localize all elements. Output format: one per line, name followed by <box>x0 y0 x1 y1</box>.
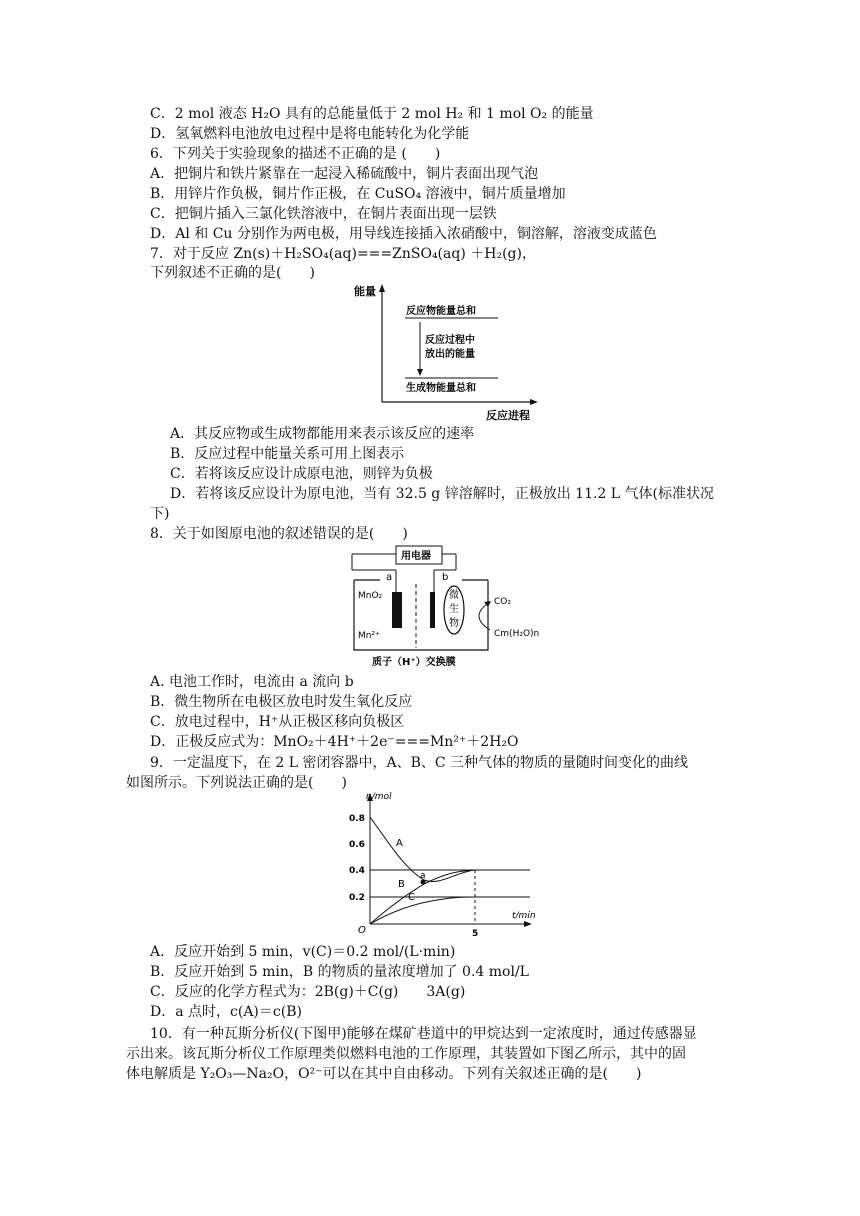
question-10-cont-1: 示出来。该瓦斯分析仪工作原理类似燃料电池的工作原理，其装置如下图乙所示，其中的固 <box>126 1046 686 1062</box>
q8-option-b: B．微生物所在电极区放电时发生氧化反应 <box>150 694 413 710</box>
question-10: 10．有一种瓦斯分析仪(下图甲)能够在煤矿巷道中的甲烷达到一定浓度时，通过传感器显 <box>150 1026 697 1042</box>
q9-option-d: D．a 点时，c(A)＝c(B) <box>150 1004 302 1020</box>
question-9-cont: 如图所示。下列说法正确的是( ) <box>126 775 347 791</box>
y-axis-label: n/mol <box>366 792 392 802</box>
curve-a-label: A <box>396 838 403 849</box>
energy-diagram <box>350 280 540 422</box>
question-7-cont: 下列叙述不正确的是( ) <box>150 265 315 281</box>
q8-option-a: A. 电池工作时，电流由 a 流向 b <box>150 674 354 690</box>
q7-option-d-cont: 下) <box>150 506 170 522</box>
q6-option-d: D．Al 和 Cu 分别作为两电极，用导线连接插入浓硝酸中，铜溶解，溶液变成蓝色 <box>150 226 657 242</box>
energy-x-label: 反应进程 <box>486 409 530 422</box>
q9-option-a: A．反应开始到 5 min，v(C)＝0.2 mol/(L·min) <box>150 944 456 960</box>
q7-option-d: D．若将该反应设计为原电池，当有 32.5 g 锌溶解时，正极放出 11.2 L 气体(标准状况 <box>170 486 714 502</box>
point-a-label: a <box>420 871 426 881</box>
mn2-label: Mn²⁺ <box>358 631 380 641</box>
question-9: 9．一定温度下，在 2 L 密闭容器中，A、B、C 三种气体的物质的量随时间变化的曲线 <box>150 755 689 771</box>
q7-option-b: B．反应过程中能量关系可用上图表示 <box>170 446 405 462</box>
x-axis-label: t/min <box>512 911 536 921</box>
question-10-cont-2: 体电解质是 Y₂O₃—Na₂O，O²⁻可以在其中自由移动。下列有关叙述正确的是( ) <box>126 1066 642 1082</box>
cm-label: Cm(H₂O)n <box>494 629 540 639</box>
origin-label: O <box>358 925 366 936</box>
co2-label: CO₂ <box>494 597 511 607</box>
ytick-06: 0.6 <box>349 840 365 850</box>
microbe-text-3: 物 <box>449 618 459 629</box>
curve-b-label: B <box>398 879 405 890</box>
ytick-04: 0.4 <box>349 866 365 876</box>
terminal-a: a <box>386 572 393 583</box>
mno2-label: MnO₂ <box>358 591 383 601</box>
battery-diagram <box>350 544 560 670</box>
xtick-5: 5 <box>472 929 479 938</box>
products-label: 生成物能量总和 <box>406 383 476 394</box>
curve-c-label: C <box>408 892 415 903</box>
q8-option-d: D．正极反应式为：MnO₂＋4H⁺＋2e⁻===Mn²⁺＋2H₂O <box>150 734 519 750</box>
option-c-energy: C．2 mol 液态 H₂O 具有的总能量低于 2 mol H₂ 和 1 mol O₂ 的能量 <box>150 106 594 122</box>
electrode-a <box>392 592 402 628</box>
ytick-08: 0.8 <box>349 814 365 824</box>
q7-option-c: C．若将该反应设计成原电池，则锌为负极 <box>170 466 433 482</box>
q8-option-c: C．放电过程中，H⁺从正极区移向负极区 <box>150 714 405 730</box>
question-8: 8．关于如图原电池的叙述错误的是( ) <box>150 526 408 542</box>
amount-time-graph <box>344 788 544 938</box>
option-d-fuel-cell: D．氢氧燃料电池放电过程中是将电能转化为化学能 <box>150 126 470 142</box>
microbe-text-1: 微 <box>449 590 459 601</box>
question-6: 6．下列关于实验现象的描述不正确的是 ( ) <box>150 146 441 162</box>
reactants-label: 反应物能量总和 <box>406 306 476 317</box>
membrane-label: 质子（H⁺）交换膜 <box>372 657 456 668</box>
q6-option-a: A．把铜片和铁片紧靠在一起浸入稀硫酸中，铜片表面出现气泡 <box>150 166 539 182</box>
electrode-b <box>430 592 435 628</box>
question-7: 7．对于反应 Zn(s)＋H₂SO₄(aq)===ZnSO₄(aq) ＋H₂(g)， <box>150 246 536 262</box>
terminal-b: b <box>442 572 449 583</box>
q6-option-c: C．把铜片插入三氯化铁溶液中，在铜片表面出现一层铁 <box>150 206 497 222</box>
energy-y-label: 能量 <box>354 285 376 298</box>
ytick-02: 0.2 <box>349 893 365 903</box>
microbe-text-2: 生 <box>449 604 459 615</box>
q7-option-a: A．其反应物或生成物都能用来表示该反应的速率 <box>170 426 475 442</box>
released-label-2: 放出的能量 <box>425 349 475 360</box>
q9-option-b: B．反应开始到 5 min，B 的物质的量浓度增加了 0.4 mol/L <box>150 964 529 980</box>
device-label: 用电器 <box>401 551 431 562</box>
released-label-1: 反应过程中 <box>425 335 475 346</box>
q6-option-b: B．用锌片作负极，铜片作正极，在 CuSO₄ 溶液中，铜片质量增加 <box>150 186 566 202</box>
q9-option-c: C．反应的化学方程式为：2B(g)＋C(g) 3A(g) <box>150 984 466 1000</box>
